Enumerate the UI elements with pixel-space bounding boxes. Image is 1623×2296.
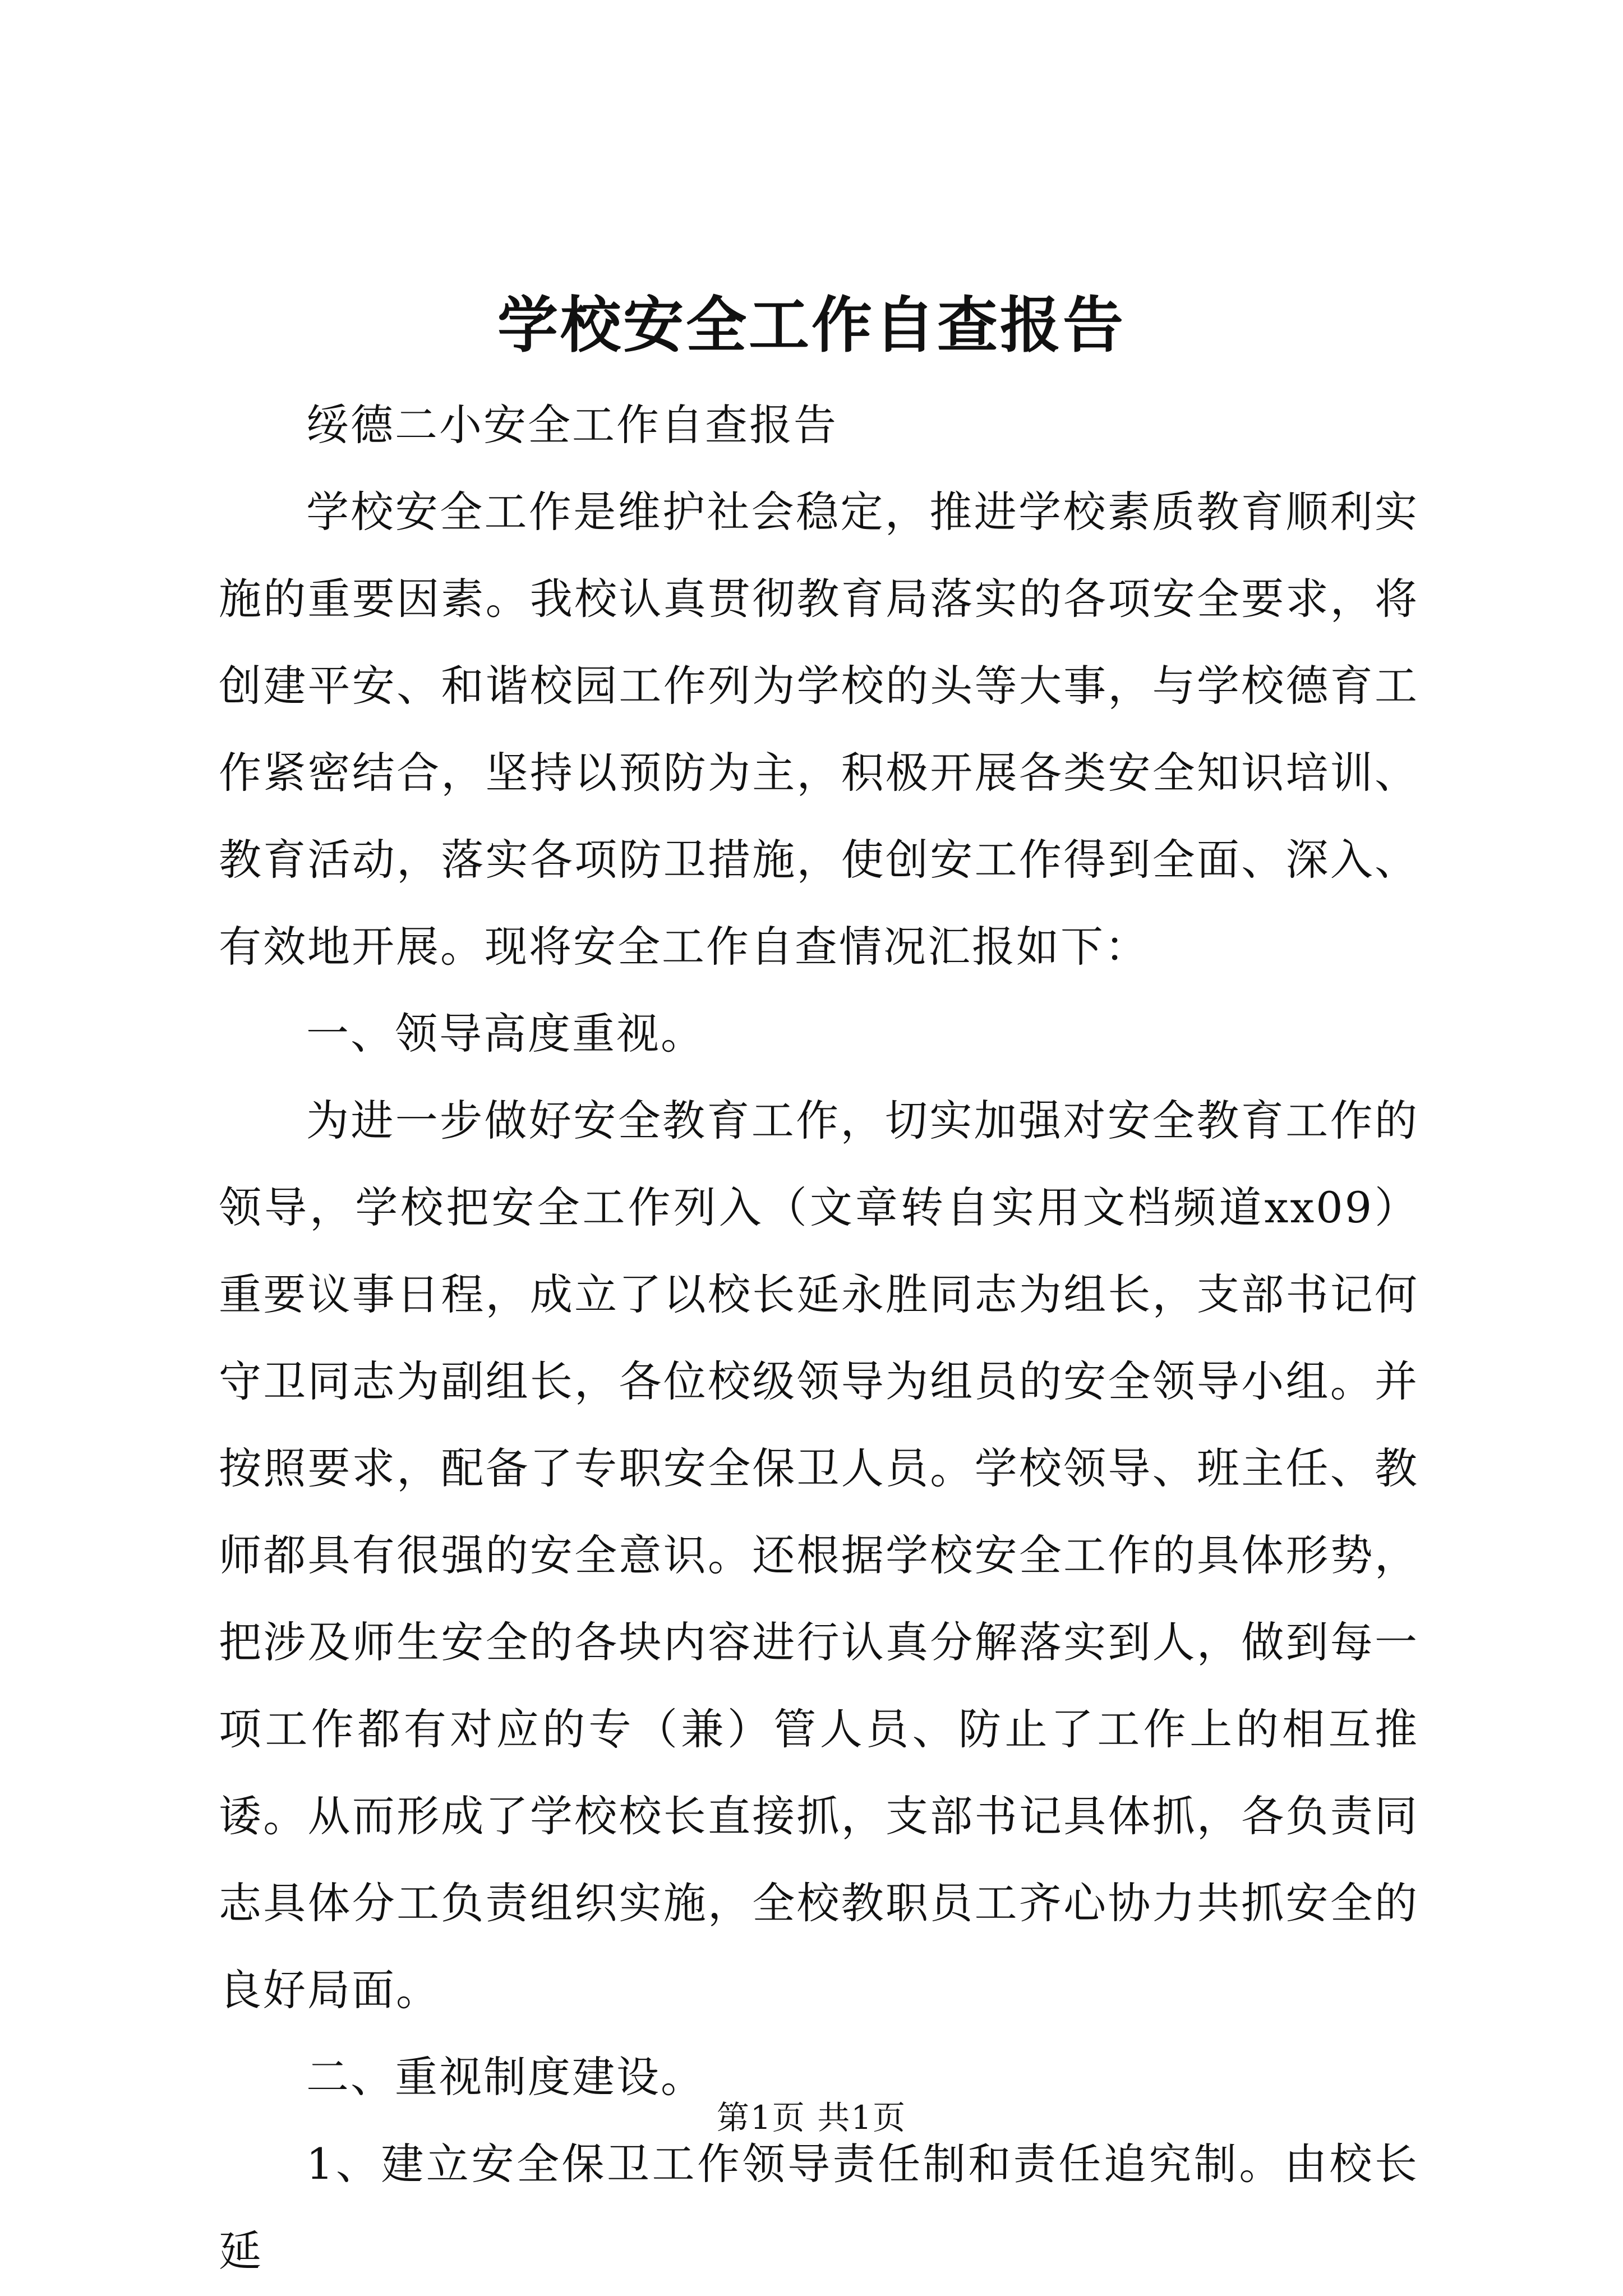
page-footer: 第1页 共1页 [716,2099,907,2137]
section-2-item-1: 1、建立安全保卫工作领导责任制和责任追究制。由校长延 [219,2139,1419,2276]
section-1-paragraph: 为进一步做好安全教育工作，切实加强对安全教育工作的领导，学校把安全工作列入（文章转自实用文档频道xx09）重要议事日程，成立了以校长延永胜同志为组长，支部书记何守卫同志为副组长，各位校级领导为组员的安全领导小组。并按照要求，配备了专职安全保卫人员。学校领导、班主任、教师都具有很强的安全意识。还根据学校安全工作的具体形势，把涉及师生安全的各块内容进行认真分解落实到人，做到每一项工作都有对应的专（兼）管人员、防止了工作上的相互推诿。从而形成了学校校长直接抓，支部书记具体抓，各负责同志具体分工负责组织实施，全校教职员工齐心协力共抓安全的良好局面。 [219,1096,1419,2015]
document-body [219,381,1419,2294]
section-heading-1: 一、领导高度重视。 [306,1009,705,1059]
document-title: 学校安全工作自查报告 [497,290,1126,361]
section-heading-2: 二、重视制度建设。 [306,2052,705,2102]
subtitle-paragraph: 绥德二小安全工作自查报告 [306,400,838,450]
intro-paragraph: 学校安全工作是维护社会稳定，推进学校素质教育顺利实施的重要因素。我校认真贯彻教育局落实的各项安全要求，将创建平安、和谐校园工作列为学校的头等大事，与学校德育工作紧密结合，坚持以预防为主，积极开展各类安全知识培训、教育活动，落实各项防卫措施，使创安工作得到全面、深入、有效地开展。现将安全工作自查情况汇报如下： [219,487,1419,972]
